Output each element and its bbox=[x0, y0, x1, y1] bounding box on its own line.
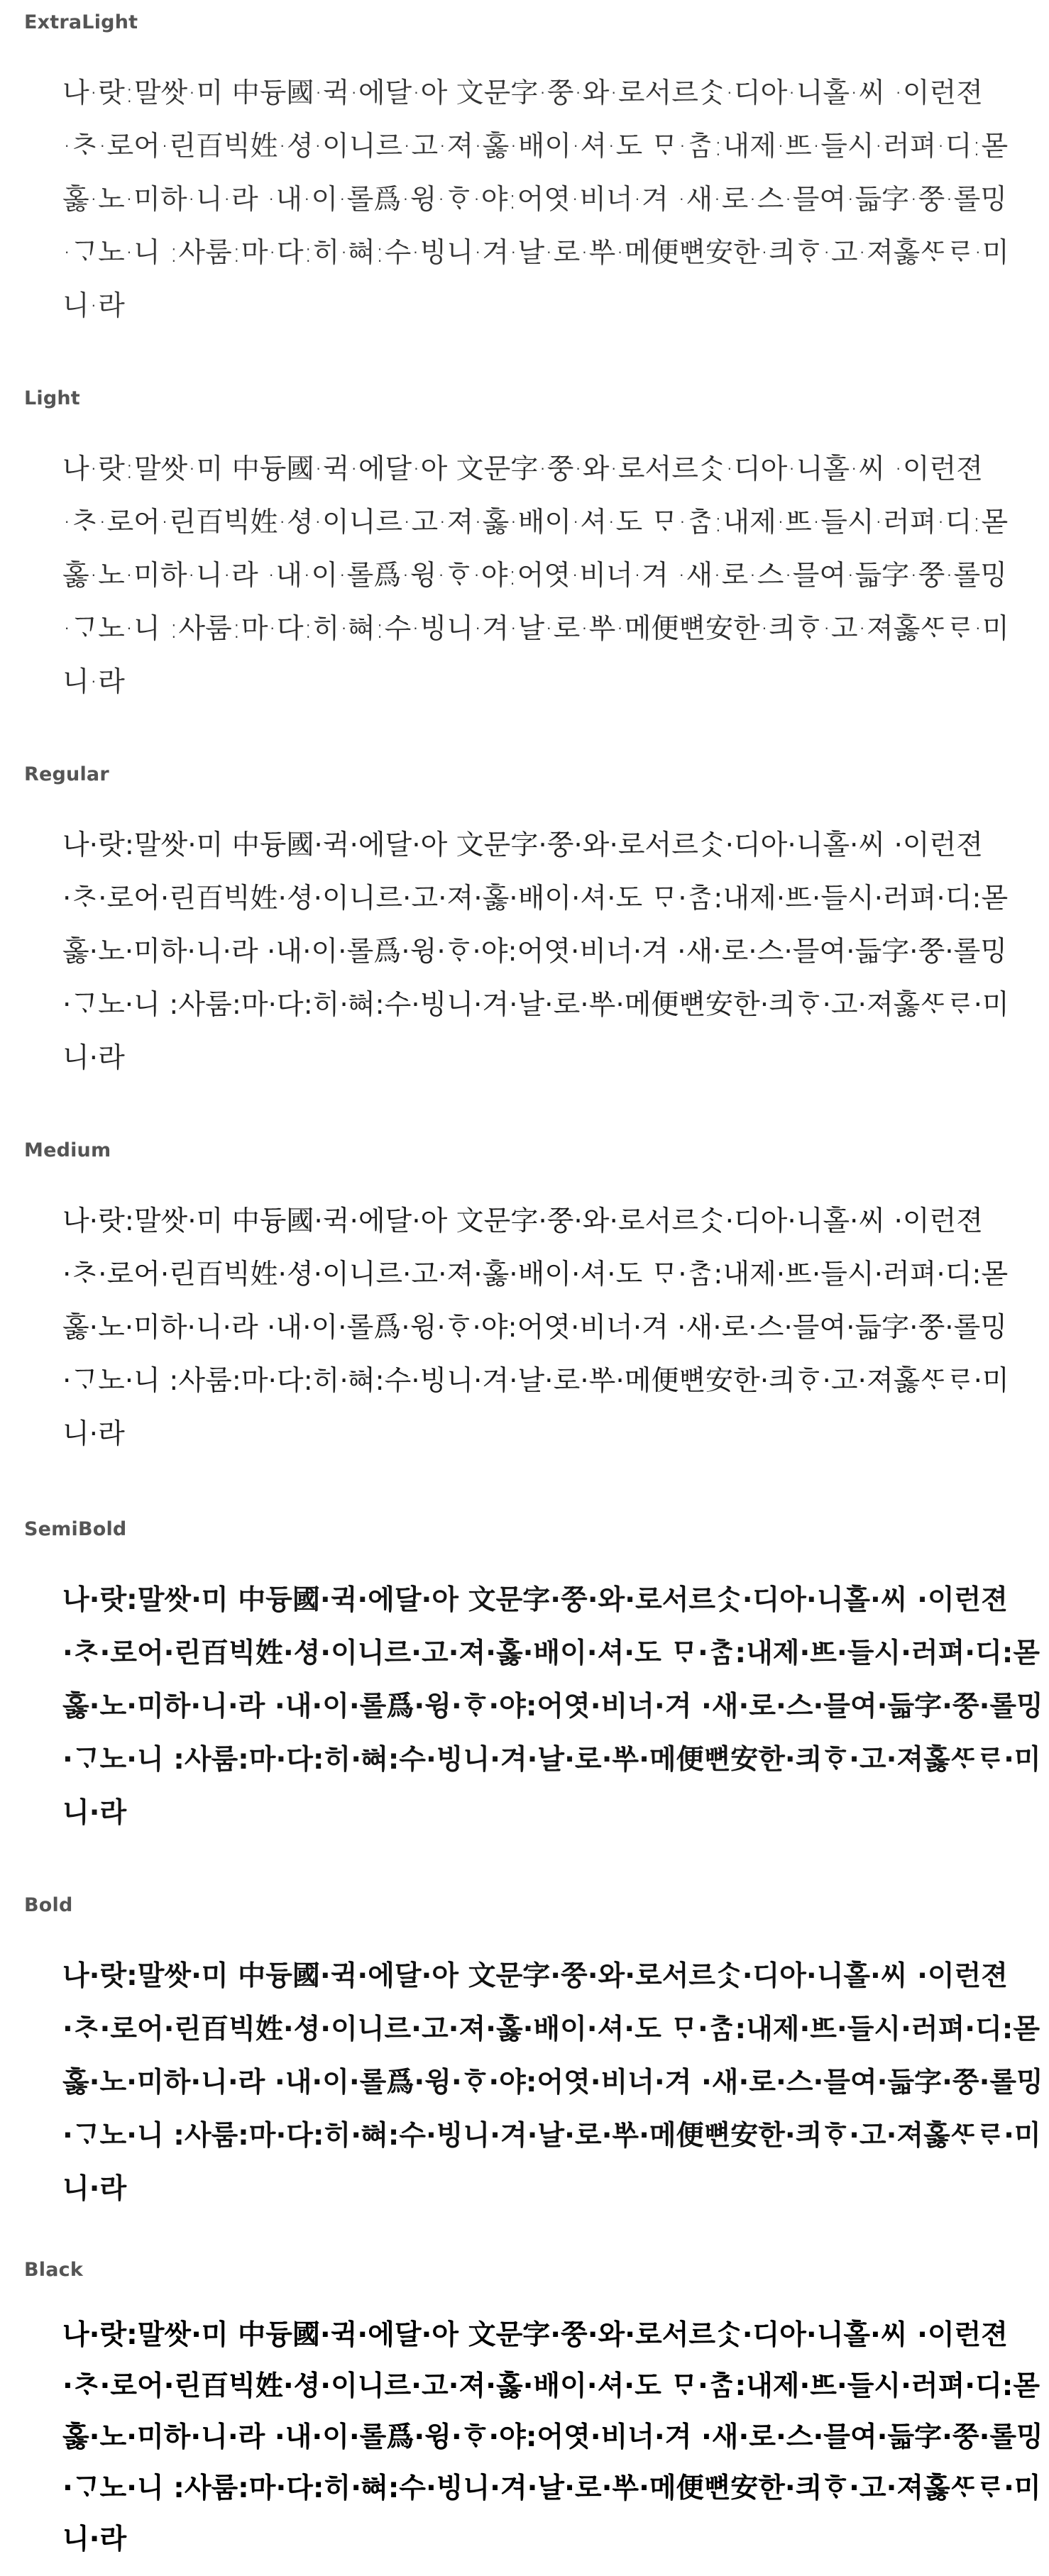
sample-line: 니·라 bbox=[62, 1418, 125, 1450]
specimen-bold bbox=[0, 1894, 1049, 2249]
sample-line: ·ᄎᆞ·로어·린百빅姓·셩·이니르·고·져·홇·배이·셔·도 ᄆᆞ·ᄎᆞᆷ:내제·ᄠᅳ·들시·러펴·디:몯 bbox=[62, 883, 1009, 914]
sample-line: ·ᄀᆞ노·니 :사룸:마·다:히·ᅘᅧ:수·빙니·겨·날·로·ᄡᅮ·메便뼌安한·킈ᄒᆞ·고·져홇ᄯᆞᄅᆞ·미 bbox=[62, 237, 1009, 269]
sample-text bbox=[62, 443, 1028, 709]
sample-line: ·ᄀᆞ노·니 :사룸:마·다:히·ᅘᅧ:수·빙니·겨·날·로·ᄡᅮ·메便뼌安한·킈ᄒᆞ·고·져홇ᄯᆞᄅᆞ·미 bbox=[62, 613, 1009, 645]
sample-text bbox=[62, 819, 1028, 1085]
sample-line: 홇·노·미하·니·라 ·내·이·롤爲·윙·ᄒᆞ·야:어엿·비너·겨 ·새·로·스·믈여·듧字·쭝·롤밍 bbox=[62, 560, 1008, 592]
sample-line: ·ᄎᆞ·로어·린百빅姓·셩·이니르·고·져·홇·배이·셔·도 ᄆᆞ·ᄎᆞᆷ:내제·ᄠᅳ·들시·러펴·디:몯 bbox=[62, 2013, 1040, 2045]
sample-text bbox=[62, 1195, 1028, 1461]
specimen-semibold bbox=[0, 1518, 1049, 1873]
sample-line: 나·랏:말쌋·미 中듕國·귁·에달·아 文문字·쭝·와·로서르ᄉᆞᆺ·디아·니홀·씨 ·이런젼 bbox=[62, 1960, 1008, 1992]
sample-text bbox=[62, 1574, 1043, 1840]
sample-line: ·ᄎᆞ·로어·린百빅姓·셩·이니르·고·져·홇·배이·셔·도 ᄆᆞ·ᄎᆞᆷ:내제·ᄠᅳ·들시·러펴·디:몯 bbox=[62, 131, 1009, 162]
sample-line: ·ᄀᆞ노·니 :사룸:마·다:히·ᅘᅧ:수·빙니·겨·날·로·ᄡᅮ·메便뼌安한·킈ᄒᆞ·고·져홇ᄯᆞᄅᆞ·미 bbox=[62, 1744, 1041, 1776]
sample-line: 홇·노·미하·니·라 ·내·이·롤爲·윙·ᄒᆞ·야:어엿·비너·겨 ·새·로·스·믈여·듧字·쭝·롤밍 bbox=[62, 936, 1008, 968]
sample-line: ·ᄀᆞ노·니 :사룸:마·다:히·ᅘᅧ:수·빙니·겨·날·로·ᄡᅮ·메便뼌安한·킈ᄒᆞ·고·져홇ᄯᆞᄅᆞ·미 bbox=[62, 2472, 1041, 2504]
sample-line: 니·라 bbox=[62, 666, 125, 698]
sample-text bbox=[62, 67, 1028, 333]
weight-label: Regular bbox=[24, 763, 109, 785]
sample-line: ·ᄎᆞ·로어·린百빅姓·셩·이니르·고·져·홇·배이·셔·도 ᄆᆞ·ᄎᆞᆷ:내제·ᄠᅳ·들시·러펴·디:몯 bbox=[62, 507, 1009, 538]
specimen-regular bbox=[0, 763, 1049, 1118]
sample-line: ·ᄎᆞ·로어·린百빅姓·셩·이니르·고·져·홇·배이·셔·도 ᄆᆞ·ᄎᆞᆷ:내제·ᄠᅳ·들시·러펴·디:몯 bbox=[62, 2370, 1040, 2402]
sample-line: 나·랏:말쌋·미 中듕國·귁·에달·아 文문字·쭝·와·로서르ᄉᆞᆺ·디아·니홀·씨 ·이런젼 bbox=[62, 829, 983, 861]
sample-line: ·ᄀᆞ노·니 :사룸:마·다:히·ᅘᅧ:수·빙니·겨·날·로·ᄡᅮ·메便뼌安한·킈ᄒᆞ·고·져홇ᄯᆞᄅᆞ·미 bbox=[62, 2120, 1041, 2152]
sample-line: 니·라 bbox=[62, 2524, 127, 2555]
specimen-medium bbox=[0, 1139, 1049, 1494]
sample-line: 나·랏:말쌋·미 中듕國·귁·에달·아 文문字·쭝·와·로서르ᄉᆞᆺ·디아·니홀·씨 ·이런젼 bbox=[62, 453, 983, 485]
sample-line: ·ᄎᆞ·로어·린百빅姓·셩·이니르·고·져·홇·배이·셔·도 ᄆᆞ·ᄎᆞᆷ:내제·ᄠᅳ·들시·러펴·디:몯 bbox=[62, 1637, 1040, 1669]
sample-line: 홇·노·미하·니·라 ·내·이·롤爲·윙·ᄒᆞ·야:어엿·비너·겨 ·새·로·스·믈여·듧字·쭝·롤밍 bbox=[62, 1312, 1008, 1344]
sample-text bbox=[62, 2310, 1043, 2565]
sample-line: 홇·노·미하·니·라 ·내·이·롤爲·윙·ᄒᆞ·야:어엿·비너·겨 ·새·로·스·믈여·듧字·쭝·롤밍 bbox=[62, 184, 1008, 216]
sample-line: 니·라 bbox=[62, 1797, 127, 1829]
weight-label: Bold bbox=[24, 1894, 73, 1916]
sample-line: ·ᄎᆞ·로어·린百빅姓·셩·이니르·고·져·홇·배이·셔·도 ᄆᆞ·ᄎᆞᆷ:내제·ᄠᅳ·들시·러펴·디:몯 bbox=[62, 1259, 1009, 1290]
weight-label: Medium bbox=[24, 1139, 111, 1161]
sample-line: 니·라 bbox=[62, 1042, 125, 1074]
sample-line: 나·랏:말쌋·미 中듕國·귁·에달·아 文문字·쭝·와·로서르ᄉᆞᆺ·디아·니홀·씨 ·이런젼 bbox=[62, 77, 983, 109]
sample-line: ·ᄀᆞ노·니 :사룸:마·다:히·ᅘᅧ:수·빙니·겨·날·로·ᄡᅮ·메便뼌安한·킈ᄒᆞ·고·져홇ᄯᆞᄅᆞ·미 bbox=[62, 1365, 1009, 1397]
sample-line: 나·랏:말쌋·미 中듕國·귁·에달·아 文문字·쭝·와·로서르ᄉᆞᆺ·디아·니홀·씨 ·이런젼 bbox=[62, 2319, 1008, 2351]
sample-line: ·ᄀᆞ노·니 :사룸:마·다:히·ᅘᅧ:수·빙니·겨·날·로·ᄡᅮ·메便뼌安한·킈ᄒᆞ·고·져홇ᄯᆞᄅᆞ·미 bbox=[62, 989, 1009, 1021]
specimen-extralight bbox=[0, 11, 1049, 366]
weight-label: Light bbox=[24, 387, 80, 409]
weight-label: SemiBold bbox=[24, 1518, 127, 1540]
sample-line: 나·랏:말쌋·미 中듕國·귁·에달·아 文문字·쭝·와·로서르ᄉᆞᆺ·디아·니홀·씨 ·이런젼 bbox=[62, 1584, 1008, 1616]
weight-label: Black bbox=[24, 2259, 84, 2281]
sample-text bbox=[62, 1950, 1043, 2216]
sample-line: 홇·노·미하·니·라 ·내·이·롤爲·윙·ᄒᆞ·야:어엿·비너·겨 ·새·로·스·믈여·듧字·쭝·롤밍 bbox=[62, 1691, 1043, 1723]
sample-line: 홇·노·미하·니·라 ·내·이·롤爲·윙·ᄒᆞ·야:어엿·비너·겨 ·새·로·스·믈여·듧字·쭝·롤밍 bbox=[62, 2067, 1043, 2099]
specimen-black bbox=[0, 2259, 1049, 2576]
sample-line: 니·라 bbox=[62, 2173, 127, 2205]
sample-line: 나·랏:말쌋·미 中듕國·귁·에달·아 文문字·쭝·와·로서르ᄉᆞᆺ·디아·니홀·씨 ·이런젼 bbox=[62, 1205, 983, 1237]
sample-line: 니·라 bbox=[62, 290, 125, 322]
specimen-light bbox=[0, 387, 1049, 742]
sample-line: 홇·노·미하·니·라 ·내·이·롤爲·윙·ᄒᆞ·야:어엿·비너·겨 ·새·로·스·믈여·듧字·쭝·롤밍 bbox=[62, 2421, 1043, 2453]
weight-label: ExtraLight bbox=[24, 11, 138, 33]
